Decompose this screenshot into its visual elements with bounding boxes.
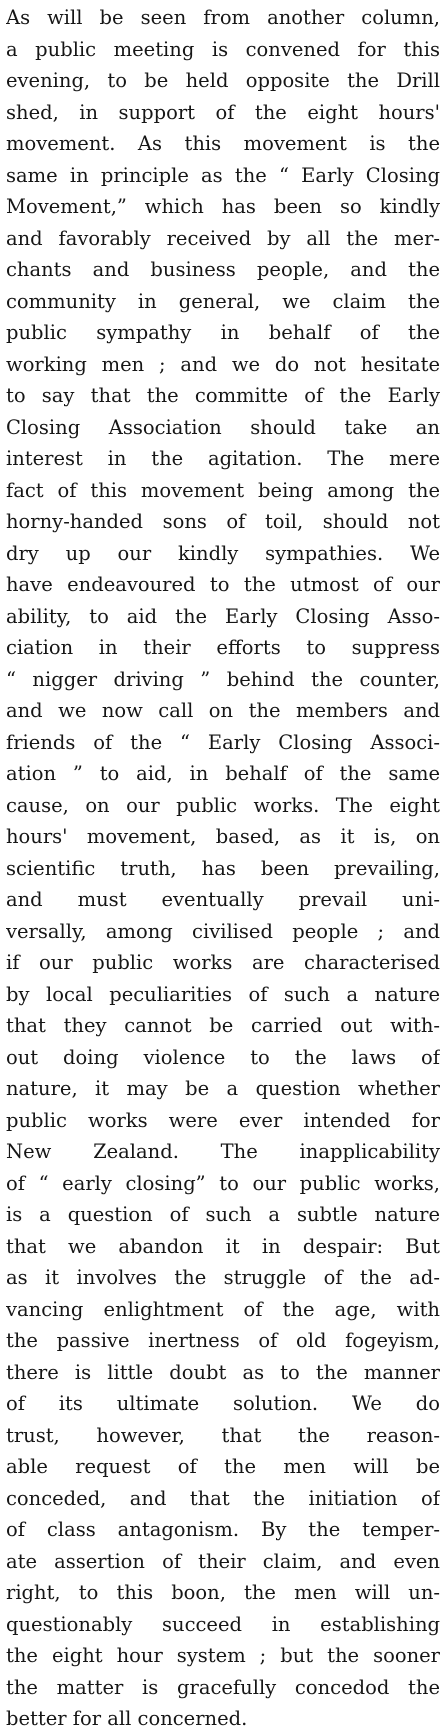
article-line: of “ early closing” to our public works, bbox=[6, 1171, 440, 1195]
article-line: out doing violence to the laws of bbox=[6, 1045, 440, 1069]
article-line: the passive inertness of old fogeyism, bbox=[6, 1329, 440, 1352]
article-line: public sympathy in behalf of the bbox=[6, 321, 440, 344]
article-line: of its ultimate solution. We do bbox=[6, 1392, 440, 1415]
article-line: fact of this movement being among the bbox=[6, 478, 440, 502]
article-line: versally, among civilised people ; and bbox=[6, 919, 440, 943]
article-line: ability, to aid the Early Closing Asso- bbox=[6, 604, 440, 628]
article-line: friends of the “ Early Closing Associ- bbox=[6, 730, 440, 754]
article-line: that they cannot be carried out with- bbox=[6, 1014, 440, 1037]
article-line: As will be seen from another column, bbox=[6, 6, 440, 29]
article-line: vancing enlightment of the age, with bbox=[6, 1297, 440, 1321]
article-line: by local peculiarities of such a nature bbox=[6, 982, 440, 1006]
article-line: ate assertion of their claim, and even bbox=[6, 1549, 440, 1573]
article-line: scientific truth, has been prevailing, bbox=[6, 856, 440, 880]
article-line: able request of the men will be bbox=[6, 1455, 440, 1478]
article-line: evening, to be held opposite the Drill bbox=[6, 69, 440, 92]
article-line: if our public works are characterised bbox=[6, 951, 440, 974]
article-line: have endeavoured to the utmost of our bbox=[6, 573, 440, 596]
article-line: hours' movement, based, as it is, on bbox=[6, 825, 440, 848]
article-line: trust, however, that the reason- bbox=[6, 1423, 440, 1447]
article-line: ation ” to aid, in behalf of the same bbox=[6, 762, 440, 785]
article-line: dry up our kindly sympathies. We bbox=[6, 541, 440, 565]
article-line: the matter is gracefully concedod the bbox=[6, 1675, 440, 1699]
article-column bbox=[6, 2, 440, 1735]
article-line: nature, it may be a question whether bbox=[6, 1077, 440, 1100]
article-line: is a question of such a subtle nature bbox=[6, 1203, 440, 1226]
article-line: and we now call on the members and bbox=[6, 699, 440, 722]
article-line: to say that the committe of the Early bbox=[6, 384, 440, 407]
article-line: a public meeting is convened for this bbox=[6, 37, 440, 61]
article-line: better for all concerned. bbox=[6, 1707, 248, 1730]
article-line: and favorably received by all the mer- bbox=[6, 226, 440, 250]
article-line: interest in the agitation. The mere bbox=[6, 447, 440, 470]
article-line: movement. As this movement is the bbox=[6, 132, 440, 155]
article-line: as it involves the struggle of the ad- bbox=[6, 1266, 440, 1289]
article-line: public works were ever intended for bbox=[6, 1108, 440, 1132]
article-line: working men ; and we do not hesitate bbox=[6, 352, 440, 376]
article-line: “ nigger driving ” behind the counter, bbox=[6, 667, 440, 691]
article-line: Movement,” which has been so kindly bbox=[6, 195, 440, 218]
article-line: cause, on our public works. The eight bbox=[6, 793, 440, 817]
article-line: horny-handed sons of toil, should not bbox=[6, 510, 440, 533]
article-line: there is little doubt as to the manner bbox=[6, 1360, 440, 1384]
article-line: right, to this boon, the men will un- bbox=[6, 1581, 440, 1604]
article-line: chants and business people, and the bbox=[6, 258, 440, 281]
article-line: New Zealand. The inapplicability bbox=[6, 1140, 440, 1163]
article-line: same in principle as the “ Early Closing bbox=[6, 163, 440, 187]
article-line: questionably succeed in establishing bbox=[6, 1612, 440, 1636]
article-line: ciation in their efforts to suppress bbox=[6, 636, 440, 659]
article-line: community in general, we claim the bbox=[6, 289, 440, 313]
article-line: that we abandon it in despair: But bbox=[6, 1234, 440, 1258]
article-line: the eight hour system ; but the sooner bbox=[6, 1644, 440, 1667]
article-line: conceded, and that the initiation of bbox=[6, 1486, 440, 1510]
article-line: shed, in support of the eight hours' bbox=[6, 100, 440, 124]
article-line: and must eventually prevail uni- bbox=[6, 888, 440, 911]
article-line: of class antagonism. By the temper- bbox=[6, 1518, 440, 1541]
article-line: Closing Association should take an bbox=[6, 415, 440, 439]
